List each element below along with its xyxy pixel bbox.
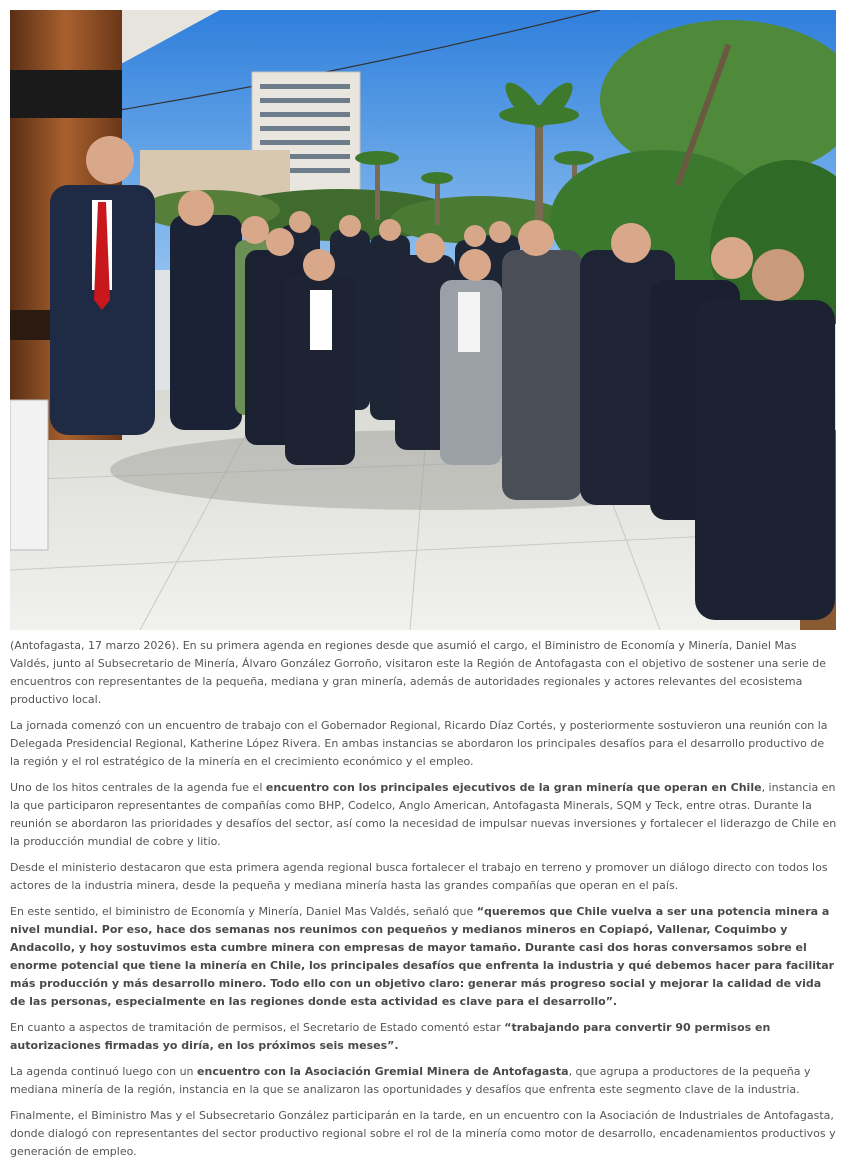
paragraph-hitos-text-c: , instancia en la que participaron representantes de compañías como BHP, Codelco, Anglo American, Antofagasta Minerals, SQM y Teck, entre otras. Durante la reunión se abordaron las prioridades y desafíos del sector, así como la necesidad de impulsar nuevas inversiones y fortalecer el liderazgo de Chile en la producción mundial de cobre y litio. (10, 781, 837, 848)
paragraph-jornada: La jornada comenzó con un encuentro de trabajo con el Gobernador Regional, Ricardo Díaz Cortés, y posteriormente sostuvieron una reunión con la Delegada Presidencial Regional, Katherine López Rivera. En ambas instancias se abordaron los principales desafíos para el desarrollo productivo de la región y el rol estratégico de la minería en el crecimiento económico y el empleo. (10, 719, 828, 768)
paragraph-final: Finalmente, el Biministro Mas y el Subsecretario González participarán en la tarde, en un encuentro con la Asociación de Industriales de Antofagasta, donde dialogó con representantes del sector productivo regional sobre el rol de la minería como motor de desarrollo, encadenamientos productivos y generación de empleo. (10, 1109, 836, 1158)
group-photo (10, 10, 836, 630)
paragraph-hitos-bold: encuentro con los principales ejecutivos de la gran minería que operan en Chile (265, 781, 762, 794)
ac-unit (10, 400, 48, 550)
paragraph-intro: (Antofagasta, 17 marzo 2026). En su primera agenda en regiones desde que asumió el cargo, el Biministro de Economía y Minería, Daniel Mas Valdés, junto al Subsecretario de Minería, Álvaro González Gorroño, visitaron este la Región de Antofagasta con el objetivo de sostener una serie de encuentros con representantes de la pequeña, mediana y gran minería, además de autoridades regionales y actores relevantes del ecosistema productivo local. (10, 639, 827, 706)
paragraph-permisos-bold: “trabajando para convertir 90 permisos en autorizaciones firmadas yo diría, en los próximos seis meses”. (10, 1021, 771, 1052)
paragraph-asociacion (10, 1063, 837, 1099)
group-photo-illustration (10, 10, 836, 630)
paragraph-quote-lead: En este sentido, el biministro de Economía y Minería, Daniel Mas Valdés, señaló que (10, 905, 477, 918)
paragraph-asociacion-rest: , que agrupa a productores de la pequeña y mediana minería de la región, instancia en la que se analizaron las oportunidades y desafíos que enfrenta este segmento clave de la industria. (10, 1065, 811, 1096)
paragraph-quote (10, 903, 837, 1011)
paragraph-hitos (10, 779, 837, 851)
paragraph-asociacion-lead: La agenda continuó luego con un (10, 1065, 198, 1078)
paragraph-permisos (10, 1019, 837, 1055)
paragraph-quote-bold: “queremos que Chile vuelva a ser una potencia minera a nivel mundial. Por eso, hace dos semanas nos reunimos con pequeños y medianos mineros en Copiapó, Vallenar, Coquimbo y Andacollo, y hoy sostuvimos esta cumbre minera con empresas de mayor tamaño. Durante casi dos horas conversamos sobre el enorme potencial que tiene la minería en Chile, los principales desafíos que enfrenta la industria y qué debemos hacer para facilitar más producción y más desarrollo minero. Todo ello con un objetivo claro: generar más progreso social y mejorar la calidad de vida de las personas, especialmente en las regiones donde esta actividad es clave para el desarrollo”. (10, 905, 835, 1008)
paragraph-hitos-text-a: Uno de los hitos centrales de la agenda fue el (10, 781, 266, 794)
article-body (10, 637, 837, 1169)
paragraph-permisos-lead: En cuanto a aspectos de tramitación de permisos, el Secretario de Estado comentó estar (10, 1021, 505, 1034)
paragraph-asociacion-bold: encuentro con la Asociación Gremial Minera de Antofagasta (197, 1065, 569, 1078)
paragraph-ministerio: Desde el ministerio destacaron que esta primera agenda regional busca fortalecer el trabajo en terreno y promover un diálogo directo con todos los actores de la industria minera, desde la pequeña y mediana minería hasta las grandes compañías que operan en el país. (10, 861, 828, 892)
